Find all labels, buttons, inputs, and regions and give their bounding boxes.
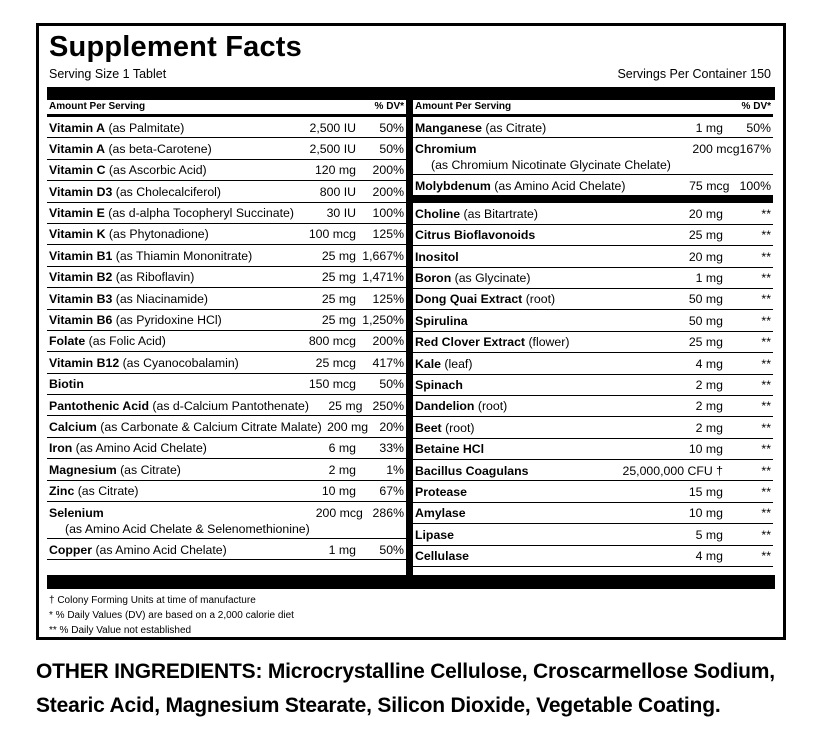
amount-per-serving-heading: Amount Per Serving [415, 101, 512, 112]
nutrient-row [413, 524, 773, 545]
nutrient-dv: 417% [372, 355, 404, 370]
nutrient-name: Spinach [415, 378, 463, 393]
nutrient-row [47, 117, 406, 138]
nutrient-amount: 800 mcg [308, 334, 356, 349]
nutrient-amount: 25 mg [328, 398, 363, 413]
right-column-header [413, 100, 773, 117]
nutrient-name: Vitamin A [49, 120, 106, 135]
nutrient-name: Inositol [415, 249, 459, 264]
nutrient-source-detail: (as Amino Acid Chelate & Selenomethionine) [65, 521, 310, 536]
nutrient-name-cell [47, 333, 294, 349]
nutrient-source: (as Bitartrate) [460, 206, 538, 221]
nutrient-row [47, 416, 406, 437]
nutrient-source: (as Palmitate) [105, 120, 185, 135]
nutrient-dv: 67% [379, 484, 404, 499]
nutrient-dv: ** [761, 335, 771, 350]
nutrient-source: (as d-alpha Tocopheryl Succinate) [104, 206, 294, 221]
nutrient-row [413, 375, 773, 396]
nutrient-amount: 2 mg [328, 462, 356, 477]
dv-heading: % DV* [741, 101, 771, 112]
nutrient-row [413, 460, 773, 481]
nutrient-name: Vitamin B6 [49, 313, 113, 328]
nutrient-name: Spirulina [415, 313, 468, 328]
nutrient-amount: 25 mg [321, 270, 356, 285]
nutrient-dv: ** [761, 399, 771, 414]
nutrient-amount: 25 mg [321, 291, 356, 306]
nutrient-name: Protease [415, 484, 467, 499]
nutrient-name-cell [413, 291, 603, 307]
nutrient-amount: 20 mg [688, 206, 723, 221]
nutrient-dv: 50% [379, 120, 404, 135]
nutrient-row [413, 396, 773, 417]
nutrient-dv: ** [761, 527, 771, 542]
nutrient-name: Manganese [415, 120, 482, 135]
nutrient-dv: ** [761, 463, 771, 478]
nutrient-row [413, 353, 773, 374]
nutrient-name-cell [413, 313, 603, 329]
nutrient-amount: 4 mg [695, 549, 723, 564]
nutrient-dv: 125% [372, 227, 404, 242]
nutrient-amount: 25 mg [321, 248, 356, 263]
nutrient-name-cell [47, 542, 294, 558]
nutrient-amount: 75 mcg [689, 178, 730, 193]
nutrient-source: (as beta-Carotene) [105, 141, 212, 156]
nutrient-name: Zinc [49, 484, 75, 499]
nutrient-name-cell [413, 377, 603, 393]
nutrient-name: Lipase [415, 527, 454, 542]
nutrient-dv: 100% [739, 178, 771, 193]
nutrient-row [47, 181, 406, 202]
nutrient-name: Vitamin K [49, 227, 106, 242]
nutrient-amount: 25 mg [321, 313, 356, 328]
nutrient-dv: 33% [379, 441, 404, 456]
nutrient-name: Molybdenum [415, 178, 491, 193]
nutrient-name-cell [413, 227, 603, 243]
nutrient-name: Citrus Bioflavonoids [415, 228, 536, 243]
nutrient-source: (as Ascorbic Acid) [105, 163, 207, 178]
nutrient-name: Biotin [49, 377, 84, 392]
nutrient-name-cell [413, 484, 603, 500]
nutrient-name: Vitamin B12 [49, 355, 120, 370]
nutrient-name-cell [47, 440, 294, 456]
nutrient-name: Vitamin B2 [49, 270, 113, 285]
nutrient-amount: 200 mcg [692, 141, 740, 156]
nutrient-row [47, 310, 406, 331]
nutrient-dv: 167% [739, 141, 771, 156]
nutrient-source: (root) [474, 399, 508, 414]
nutrient-row [413, 481, 773, 502]
nutrient-row [47, 352, 406, 373]
nutrient-name-cell [47, 184, 294, 200]
nutrient-amount: 100 mcg [308, 227, 356, 242]
nutrient-row [413, 417, 773, 438]
nutrient-dv: ** [761, 292, 771, 307]
nutrient-source: (as Citrate) [116, 462, 181, 477]
footnote-cfu: † Colony Forming Units at time of manufacture [49, 595, 256, 606]
nutrient-amount: 2 mg [695, 378, 723, 393]
nutrient-name-cell [47, 205, 294, 221]
nutrient-amount: 10 mg [321, 484, 356, 499]
nutrient-amount: 30 IU [326, 206, 356, 221]
nutrient-name-cell [413, 420, 603, 436]
nutrient-amount: 50 mg [688, 313, 723, 328]
nutrient-dv: 1,667% [362, 248, 404, 263]
nutrient-row [413, 332, 773, 353]
nutrient-row [47, 459, 406, 480]
nutrient-amount: 120 mg [314, 163, 356, 178]
nutrient-name-cell [413, 270, 603, 286]
nutrient-amount: 15 mg [688, 484, 723, 499]
nutrient-name: Copper [49, 542, 93, 557]
nutrient-source: (as Amino Acid Chelate) [92, 542, 227, 557]
nutrient-source: (as Citrate) [74, 484, 139, 499]
supplement-facts-panel [36, 23, 786, 640]
nutrient-source: (as Glycinate) [451, 271, 531, 286]
nutrient-dv: ** [761, 378, 771, 393]
nutrient-name-cell [47, 291, 294, 307]
nutrient-name-cell [413, 356, 603, 372]
nutrient-row [413, 225, 773, 246]
nutrient-dv: ** [761, 313, 771, 328]
nutrient-name-cell [47, 355, 294, 371]
nutrient-dv: 286% [372, 505, 404, 520]
nutrient-name: Magnesium [49, 462, 117, 477]
nutrient-row [413, 138, 773, 175]
nutrient-row [47, 502, 406, 539]
nutrient-dv: ** [761, 484, 771, 499]
nutrient-name-cell [413, 141, 671, 173]
nutrient-dv: 1% [386, 462, 404, 477]
nutrient-name: Amylase [415, 506, 466, 521]
nutrient-row [47, 138, 406, 159]
nutrient-row [47, 288, 406, 309]
nutrient-amount: 25,000,000 CFU † [622, 463, 723, 478]
nutrient-dv: 50% [379, 542, 404, 557]
nutrient-dv: 125% [372, 291, 404, 306]
nutrient-row [413, 203, 773, 224]
nutrient-name-cell [47, 483, 294, 499]
nutrient-name: Vitamin B1 [49, 248, 113, 263]
nutrient-row [413, 246, 773, 267]
nutrient-row [413, 546, 773, 567]
nutrient-name-cell [413, 463, 603, 479]
nutrient-name-cell [413, 120, 603, 136]
nutrient-amount: 2,500 IU [309, 120, 356, 135]
nutrient-name: Red Clover Extract [415, 335, 526, 350]
nutrient-name: Selenium [49, 505, 104, 520]
nutrient-name-cell [413, 334, 603, 350]
left-column-header [47, 100, 406, 117]
nutrient-name: Dandelion [415, 399, 475, 414]
footnotes [49, 593, 294, 638]
nutrient-dv: 50% [379, 377, 404, 392]
nutrient-amount: 2 mg [695, 399, 723, 414]
nutrient-name-cell [413, 206, 603, 222]
nutrient-amount: 200 mcg [315, 505, 363, 520]
nutrient-dv: ** [761, 549, 771, 564]
nutrient-row [47, 331, 406, 352]
nutrient-dv: ** [761, 420, 771, 435]
nutrient-name-cell [47, 505, 310, 537]
nutrient-amount: 6 mg [328, 441, 356, 456]
nutrient-name: Beet [415, 420, 442, 435]
nutrient-dv: 250% [372, 398, 404, 413]
nutrient-name-cell [413, 548, 603, 564]
nutrient-source: (as Pyridoxine HCl) [112, 313, 222, 328]
nutrient-row [413, 268, 773, 289]
nutrient-name: Pantothenic Acid [49, 398, 149, 413]
nutrient-name-cell [47, 269, 294, 285]
nutrient-dv: 20% [379, 419, 404, 434]
nutrient-dv: 200% [372, 334, 404, 349]
amount-per-serving-heading: Amount Per Serving [49, 101, 146, 112]
nutrient-source: (as Citrate) [481, 120, 547, 135]
nutrient-name: Vitamin C [49, 163, 106, 178]
nutrient-name: Dong Quai Extract [415, 292, 523, 307]
nutrient-source-detail: (as Chromium Nicotinate Glycinate Chelate) [431, 157, 671, 172]
nutrient-amount: 4 mg [695, 356, 723, 371]
nutrient-row [47, 267, 406, 288]
nutrient-source: (as Riboflavin) [112, 270, 195, 285]
nutrient-row [413, 503, 773, 524]
nutrient-name: Kale [415, 356, 441, 371]
nutrient-name: Boron [415, 271, 452, 286]
nutrient-row [47, 374, 406, 395]
nutrient-row [47, 395, 406, 416]
nutrient-name: Vitamin D3 [49, 184, 113, 199]
nutrient-name: Iron [49, 441, 73, 456]
nutrient-row [47, 481, 406, 502]
nutrient-source: (root) [522, 292, 556, 307]
nutrient-amount: 10 mg [688, 442, 723, 457]
nutrient-dv: 50% [746, 120, 771, 135]
nutrient-name: Vitamin B3 [49, 291, 113, 306]
nutrient-dv: 200% [372, 184, 404, 199]
nutrient-row [413, 310, 773, 331]
nutrient-dv: ** [761, 206, 771, 221]
nutrient-source: (as Niacinamide) [112, 291, 209, 306]
nutrient-source: (as Carbonate & Calcium Citrate Malate) [96, 419, 322, 434]
servings-per-container: Servings Per Container 150 [617, 67, 771, 81]
nutrient-name-cell [47, 162, 294, 178]
column-divider [406, 87, 413, 575]
nutrient-dv: ** [761, 442, 771, 457]
nutrient-name-cell [47, 376, 294, 392]
nutrient-amount: 1 mg [695, 271, 723, 286]
left-nutrient-list [47, 117, 406, 560]
nutrient-amount: 20 mg [688, 249, 723, 264]
nutrient-source: (flower) [525, 335, 570, 350]
nutrient-dv: 200% [372, 163, 404, 178]
nutrient-row [47, 438, 406, 459]
nutrient-source: (as Amino Acid Chelate) [490, 178, 626, 193]
nutrient-name: Folate [49, 334, 86, 349]
right-nutrient-list [413, 117, 773, 567]
nutrient-row [413, 175, 773, 203]
nutrient-source: (root) [441, 420, 475, 435]
nutrient-row [47, 203, 406, 224]
nutrient-amount: 150 mcg [308, 377, 356, 392]
nutrient-name: Choline [415, 206, 461, 221]
nutrient-amount: 1 mg [695, 120, 723, 135]
nutrient-amount: 800 IU [319, 184, 356, 199]
nutrient-source: (as d-Calcium Pantothenate) [148, 398, 309, 413]
nutrient-amount: 25 mg [688, 335, 723, 350]
nutrient-amount: 2 mg [695, 420, 723, 435]
nutrient-dv: ** [761, 249, 771, 264]
panel-title: Supplement Facts [49, 31, 302, 63]
nutrient-name: Calcium [49, 419, 97, 434]
other-ingredients-text: Microcrystalline Cellulose, Croscarmellose Sodium, Stearic Acid, Magnesium Stearate, Silicon Dioxide, Vegetable Coating. [36, 660, 775, 717]
nutrient-name-cell [413, 398, 603, 414]
nutrient-dv: ** [761, 356, 771, 371]
nutrient-amount: 25 mcg [315, 355, 356, 370]
footnote-not-established: ** % Daily Value not established [49, 625, 192, 636]
nutrient-amount: 10 mg [688, 506, 723, 521]
nutrient-row [413, 117, 773, 138]
nutrient-amount: 200 mg [327, 419, 369, 434]
nutrient-name: Betaine HCl [415, 442, 485, 457]
footnote-dv: * % Daily Values (DV) are based on a 2,000 calorie diet [49, 610, 294, 621]
nutrient-name-cell [413, 527, 603, 543]
nutrient-row [47, 160, 406, 181]
nutrient-source: (as Folic Acid) [85, 334, 166, 349]
left-column [47, 100, 406, 560]
footer-divider-bar [47, 575, 775, 589]
nutrient-name: Vitamin A [49, 141, 106, 156]
nutrient-row [47, 539, 406, 560]
nutrient-name-cell [47, 248, 294, 264]
nutrient-name-cell [413, 505, 603, 521]
nutrient-dv: ** [761, 271, 771, 286]
nutrient-dv: ** [761, 506, 771, 521]
nutrient-name: Chromium [415, 141, 477, 156]
nutrient-row [47, 224, 406, 245]
nutrient-name-cell [47, 419, 322, 435]
nutrient-dv: 1,471% [362, 270, 404, 285]
nutrient-dv: 1,250% [362, 313, 404, 328]
nutrient-source: (as Cyanocobalamin) [119, 355, 239, 370]
nutrient-source: (as Cholecalciferol) [112, 184, 221, 199]
nutrient-name-cell [47, 312, 294, 328]
nutrient-name: Bacillus Coagulans [415, 463, 529, 478]
nutrient-name-cell [47, 398, 309, 414]
dv-heading: % DV* [374, 101, 404, 112]
serving-size: Serving Size 1 Tablet [49, 67, 167, 81]
nutrient-amount: 5 mg [695, 527, 723, 542]
nutrient-amount: 2,500 IU [309, 141, 356, 156]
nutrient-dv: 100% [372, 206, 404, 221]
nutrient-source: (as Amino Acid Chelate) [72, 441, 207, 456]
nutrient-source: (as Phytonadione) [105, 227, 209, 242]
nutrient-name-cell [47, 120, 294, 136]
nutrient-name-cell [47, 226, 294, 242]
nutrient-source: (leaf) [440, 356, 473, 371]
nutrient-name: Cellulase [415, 549, 469, 564]
other-ingredients-label: OTHER INGREDIENTS: [36, 660, 263, 683]
nutrient-name-cell [413, 441, 603, 457]
nutrient-dv: 50% [379, 141, 404, 156]
nutrient-row [47, 245, 406, 266]
nutrient-dv: ** [761, 228, 771, 243]
nutrient-name: Vitamin E [49, 206, 105, 221]
nutrient-source: (as Thiamin Mononitrate) [112, 248, 253, 263]
nutrient-amount: 25 mg [688, 228, 723, 243]
nutrient-name-cell [47, 141, 294, 157]
right-column [413, 100, 773, 567]
other-ingredients [36, 655, 796, 723]
nutrient-row [413, 439, 773, 460]
nutrient-name-cell [413, 178, 626, 194]
nutrient-row [413, 289, 773, 310]
nutrient-name-cell [413, 249, 603, 265]
nutrient-name-cell [47, 462, 294, 478]
nutrient-amount: 50 mg [688, 292, 723, 307]
nutrient-amount: 1 mg [328, 542, 356, 557]
